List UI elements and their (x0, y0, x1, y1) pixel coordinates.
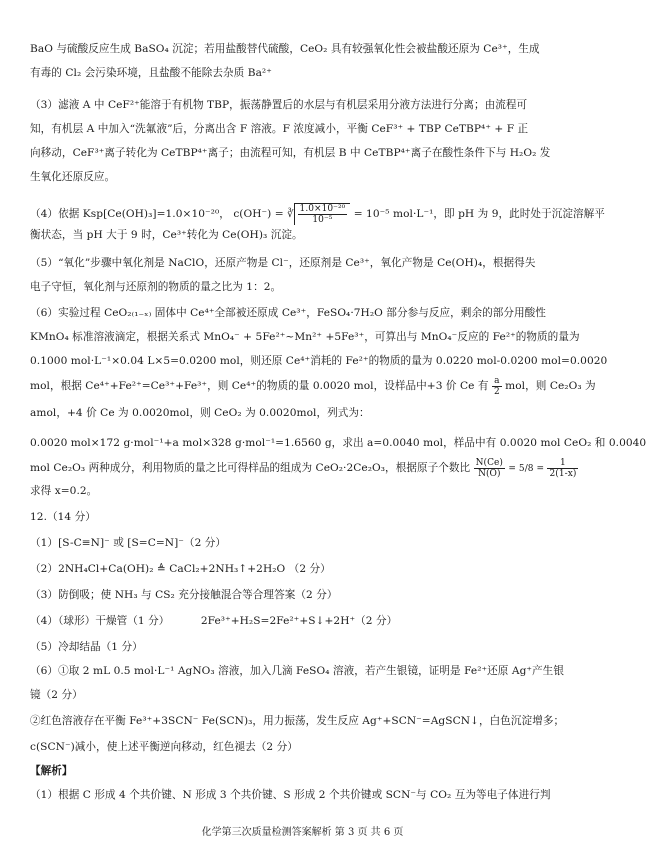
text-line: 镜（2 分） (30, 689, 83, 701)
fraction-a-over-2 (492, 376, 502, 397)
text-line: （1）根据 C 形成 4 个共价键、N 形成 3 个共价键、S 形成 2 个共价键或 SCN⁻与 CO₂ 互为等电子体进行判 (30, 789, 551, 801)
text-line: KMnO₄ 标准溶液滴定，根据关系式 MnO₄⁻ + 5Fe²⁺~Mn²⁺ +5Fe³⁺，可算出与 MnO₄⁻反应的 Fe²⁺的物质的量为 (30, 331, 580, 343)
page-footer: 化学第三次质量检测答案解析 第 3 页 共 6 页 (201, 827, 404, 838)
text-line (30, 614, 575, 628)
cube-root-sign: ∛ (287, 209, 294, 220)
fraction-x-term (547, 458, 578, 479)
fraction-n-ce-over-n-o (474, 458, 505, 479)
fraction-denominator: 2 (493, 386, 500, 397)
text-line: （2）2NH₄Cl+Ca(OH)₂ ≜ CaCl₂+2NH₃↑+2H₂O （2 分） (30, 563, 331, 575)
text-line: 有毒的 Cl₂ 会污染环境，且盐酸不能除去杂质 Ba²⁺ (30, 67, 272, 79)
fraction-numerator: N(Ce) (475, 457, 503, 468)
text-line: 衡状态，当 pH 大于 9 时，Ce³⁺转化为 Ce(OH)₃ 沉淀。 (30, 229, 303, 241)
question-number: 12.（14 分） (30, 511, 96, 523)
formula-line (30, 456, 575, 480)
text-line: 生氧化还原反应。 (30, 171, 116, 183)
text-segment: （4）（球形）干燥管（1 分） (30, 615, 170, 627)
fraction-denominator: 2(1-x) (549, 468, 577, 479)
analysis-heading: 【解析】 (30, 765, 73, 777)
text-segment: mol，则 Ce₂O₃ 为 (505, 380, 596, 392)
text-line: 向移动，CeF³⁺离子转化为 CeTBP⁴⁺离子；由流程可知，有机层 B 中 CeTBP⁴⁺离子在酸性条件下与 H₂O₂ 发 (30, 147, 551, 159)
radical-numerator: 1.0×10⁻²⁰ (299, 204, 346, 214)
text-line: c(SCN⁻)减小，使上述平衡逆向移动，红色褪去（2 分） (30, 741, 298, 753)
text-segment: mol，根据 Ce⁴⁺+Fe²⁺=Ce³⁺+Fe³⁺，则 Ce⁴⁺的物质的量 0.0020 mol，设样品中+3 价 Ce 有 (30, 380, 489, 392)
fraction-denominator: N(O) (478, 468, 501, 479)
text-line: （6）实验过程 CeO₂₍₁₋ₓ₎ 固体中 Ce⁴⁺全部被还原成 Ce³⁺，FeSO₄·7H₂O 部分参与反应，剩余的部分用酸性 (30, 307, 546, 319)
fraction-numerator: a (492, 376, 502, 387)
radical-fraction (294, 203, 351, 225)
text-segment: 2Fe³⁺+H₂S=2Fe²⁺+S↓+2H⁺（2 分） (200, 615, 398, 627)
text-line: （5）冷却结晶（1 分） (30, 641, 143, 653)
text-line: 0.0020 mol×172 g·mol⁻¹+a mol×328 g·mol⁻¹=1.6560 g，求出 a=0.0040 mol，样品中有 0.0020 mol CeO₂ 和 0.0040 (30, 437, 646, 449)
formula-prefix: （4）依据 Ksp[Ce(OH)₃]=1.0×10⁻²⁰， c(OH⁻) = (30, 208, 284, 220)
formula-suffix: = 10⁻⁵ mol·L⁻¹，即 pH 为 9，此时处于沉淀溶解平 (353, 208, 605, 220)
text-line: （3）滤液 A 中 CeF²⁺能溶于有机物 TBP，振荡静置后的水层与有机层采用分液方法进行分离；由流程可 (30, 99, 528, 111)
text-line: 求得 x=0.2。 (30, 485, 98, 497)
text-line: 电子守恒，氧化剂与还原剂的物质的量之比为 1：2。 (30, 281, 282, 293)
text-line: （6）①取 2 mL 0.5 mol·L⁻¹ AgNO₃ 溶液，加入几滴 FeSO₄ 溶液，若产生银镜，证明是 Fe²⁺还原 Ag⁺产生银 (30, 665, 564, 677)
formula-line (30, 374, 596, 398)
text-line: amol，+4 价 Ce 为 0.0020mol，则 CeO₂ 为 0.0020mol，列式为： (30, 407, 370, 419)
text-segment: mol Ce₂O₃ 两种成分，利用物质的量之比可得样品的组成为 CeO₂·2Ce₂O₃，根据原子个数比 (30, 462, 471, 474)
radical-denominator: 10⁻⁵ (312, 215, 333, 225)
formula-line (30, 202, 605, 226)
text-line: BaO 与硫酸反应生成 BaSO₄ 沉淀；若用盐酸替代硫酸，CeO₂ 具有较强氧化性会被盐酸还原为 Ce³⁺，生成 (30, 43, 540, 55)
fraction-equals: = 5/8 = (508, 464, 545, 474)
text-line: （3）防倒吸；使 NH₃ 与 CS₂ 充分接触混合等合理答案（2 分） (30, 589, 338, 601)
text-line: （5）“氧化”步骤中氧化剂是 NaClO，还原产物是 Cl⁻，还原剂是 Ce³⁺，氧化产物是 Ce(OH)₄，根据得失 (30, 257, 536, 269)
text-line: 0.1000 mol·L⁻¹×0.04 L×5=0.0200 mol，则还原 Ce⁴⁺消耗的 Fe²⁺的物质的量为 0.0220 mol-0.0200 mol=0.0020 (30, 355, 608, 367)
text-line: （1）[S-C≡N]⁻ 或 [S=C=N]⁻（2 分） (30, 537, 227, 549)
text-line: 知，有机层 A 中加入“洗氟液”后，分离出含 F 溶液。F 浓度减小，平衡 CeF³⁺ + TBP CeTBP⁴⁺ + F 正 (30, 123, 529, 135)
text-line: ②红色溶液存在平衡 Fe³⁺+3SCN⁻ Fe(SCN)₃，用力振荡，发生反应 Ag⁺+SCN⁻=AgSCN↓，白色沉淀增多； (30, 715, 565, 727)
fraction-numerator: 1 (547, 458, 578, 469)
